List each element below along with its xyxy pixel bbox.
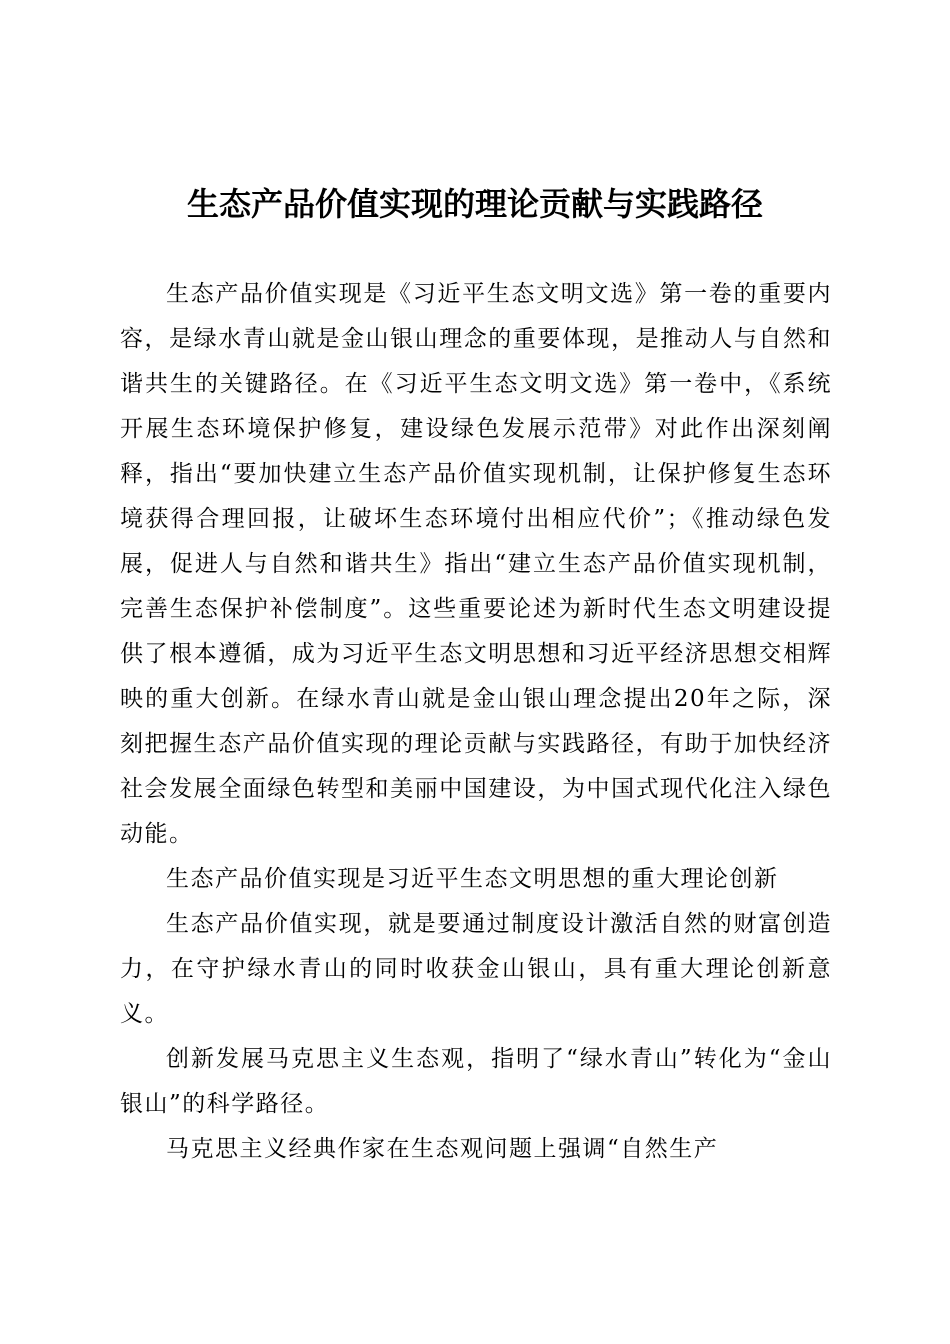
document-title: 生态产品价值实现的理论贡献与实践路径 <box>186 185 763 223</box>
paragraph-value-realization: 生态产品价值实现，就是要通过制度设计激活自然的财富创造力，在守护绿水青山的同时收获金山银山，具有重大理论创新意义。 <box>120 911 832 1027</box>
document-body <box>120 272 832 1172</box>
paragraph-classic-writers: 马克思主义经典作家在生态观问题上强调“自然生产 <box>166 1136 719 1162</box>
paragraph-marxist-ecology: 创新发展马克思主义生态观，指明了“绿水青山”转化为“金山银山”的科学路径。 <box>120 1046 832 1117</box>
paragraph-section-heading: 生态产品价值实现是习近平生态文明思想的重大理论创新 <box>166 866 779 892</box>
paragraph-intro: 生态产品价值实现是《习近平生态文明文选》第一卷的重要内容，是绿水青山就是金山银山理念的重要体现，是推动人与自然和谐共生的关键路径。在《习近平生态文明文选》第一卷中，《系统开展生态环境保护修复，建设绿色发展示范带》对此作出深刻阐释，指出“要加快建立生态产品价值实现机制，让保护修复生态环境获得合理回报，让破坏生态环境付出相应代价”；《推动绿色发展，促进人与自然和谐共生》指出“建立生态产品价值实现机制，完善生态保护补偿制度”。这些重要论述为新时代生态文明建设提供了根本遵循，成为习近平生态文明思想和习近平经济思想交相辉映的重大创新。在绿水青山就是金山银山理念提出20年之际，深刻把握生态产品价值实现的理论贡献与实践路径，有助于加快经济社会发展全面绿色转型和美丽中国建设，为中国式现代化注入绿色动能。 <box>120 281 832 847</box>
